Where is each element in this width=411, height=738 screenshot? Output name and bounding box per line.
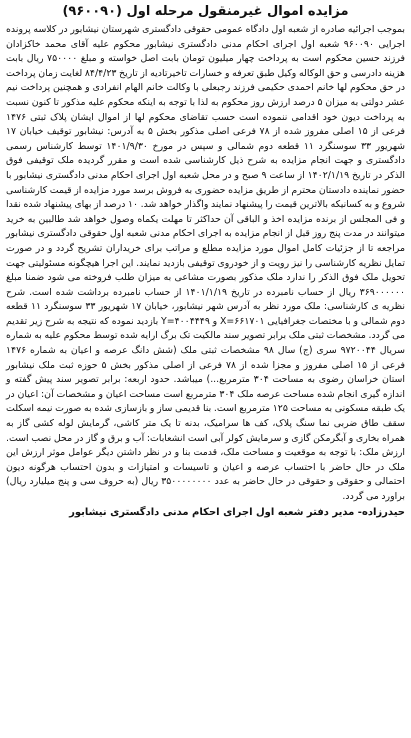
- notice-title: مزایده اموال غیرمنقول مرحله اول (۹۶۰۰۹۰): [62, 4, 349, 19]
- notice-body: بموجب اجرائیه صادره از شعبه اول دادگاه عمومی حقوقی دادگستری شهرستان نیشابور در کلاسه پرونده اجرایی ۹۶۰۰۹۰ شعبه اول اجرای احکام مدنی دادگستری نیشابور محکوم علیه آقای محمد خاکزادان فرزند حسین محکوم است به پرداخت چهار میلیون تومان بابت اصل خواسته و مبلغ ۷۵۰۰۰۰ ریال بابت هزینه دادرسی و حق الوکاله وکیل طبق تعرفه و خسارات تاخیرتادیه از تاریخ ۸۴/۴/۲۳ لغایت زمان پرداخت در حق محکوم لها خانم احمدی حکیمی فرزند رجبعلی با وکالت خانم الهام انفرادی و همچنین پرداخت نیم عشر دولتی به میزان ۵ درصد ارزش روز محکوم به لذا با توجه به اینکه محکوم علیه مذکور تا کنون نسبت به پرداخت دیون خود اقدامی ننموده است حسب تقاضای محکوم لها از اموال ایشان پلاک ثبتی ۱۴۷۶ فرعی از ۱۵ اصلی مفروز شده از ۷۸ فرعی اصلی مذکور بخش ۵ به آدرس: نیشابور توقیف خیابان ۱۷ شهریور ۳۳ سوسنگرد ۱۱ قطعه دوم شمالی و سپس در مورخ ۱۴۰۱/۹/۳۰ توسط کارشناس رسمی دادگستری و جهت انجام مزایده به شرح ذیل کارشناسی شده است و مقرر گردیده ملک توقیفی فوق الذکر در تاریخ ۱۴۰۲/۱/۱۹ از ساعت ۹ صبح و در محل شعبه اول اجرای احکام مدنی دادگستری نیشابور با حضور نماینده دادستان محترم از طریق مزایده حضوری به فروش برسد مورد مزایده از قیمت کارشناسی شروع و به کسانیکه بالاترین قیمت را پیشنهاد نمایند واگذار خواهد شد. ۱۰ درصد از بهای پیشنهاد شده نقدا و فی المجلس از برنده مزایده اخذ و الباقی آن حداکثر تا مهلت یکماه وصول خواهد شد طالبین به خرید میتوانند در مدت پنج روز قبل از انجام مزایده به اجرای احکام مدنی شعبه اول حقوقی دادگستری نیشابور مراجعه تا از جزئیات کامل اموال مورد مزایده مطلع و مراتب برای خریداران تشریح گردد و در صورت تمایل نظریه کارشناسی را نیز رویت و از خودروی توقیفی بازدید نمایند. این اجرا هیچگونه مسئولیتی جهت تحویل ملک فوق الذکر را ندارد ملک مذکور بصورت مشاعی به میزان طلب فروخته می شود ضمنا مبلغ ۳۶۹۰۰۰۰۰۰ ریال از حساب نامبرده در تاریخ ۱۴۰۱/۱/۱۹ از حساب نامبرده برداشت شده است. شرح نظریه ی کارشناسی: ملک مورد نظر به آدرس شهر نیشابور، خیابان ۱۷ شهریور ۳۳ سوسنگرد ۱۱ قطعه دوم شمالی و با مختصات جغرافیایی X=۶۶۱۷۰۱ و Y=۴۰۰۴۴۴۹ بازدید نموده که نتیجه به شرح زیر تقدیم می گردد. مشخصات ثبتی ملک برابر تصویر سند مالکیت تک برگ ارایه شده توسط محکوم علیه به شماره سریال ۹۷۲۰۰۴۴ سری (ج) سال ۹۸ مشخصات ثبتی ملک (شش دانگ عرصه و اعیان به شماره ۱۴۷۶ فرعی از ۱۵ اصلی مفروز و مجزا شده از ۷۸ فرعی از اصلی مذکور بخش ۵ حوزه ثبت ملک نیشابور استان خراسان رضوی به مساحت ۳۰۴ مترمربع...) میباشد. حدود اربعه: برابر تصویر سند پیش گفته و اندازه گیری انجام شده مساحت عرصه ملک ۳۰۴ مترمربع است مساحت اعیان و مشخصات آن: اعیان در یک طبقه مسکونی به مساحت ۱۲۵ مترمربع است. بنا قدیمی ساز و بازسازی شده به صورت نیمه اسکلت سقف طاق ضربی نما سنگ پلاک، کف ها سرامیک، بدنه تا یک متر کاشی، گرمایش لوله کشی گاز به همراه بخاری و آبگرمکن گازی و سرمایش کولر آبی است انشعابات: آب و برق و گاز در محل نصب است. ارزش ملک: با توجه به موقعیت و مساحت ملک، قدمت بنا و در نظر داشتن دیگر عوامل موثر ارزش این ملک در حال حاضر با احتساب عرصه و اعیان و تاسیسات و امتیازات و بدون احتساب هرگونه دیون احتمالی و حقوقی و حقوقی در حال حاضر به عدد ۳۵۰۰۰۰۰۰۰۰ ریال (به حروف سی و پنج میلیارد ریال) براورد می گردد.: [6, 24, 406, 502]
- notice-signature: حیدرزاده- مدیر دفتر شعبه اول اجرای احکام مدنی دادگستری نیشابور: [69, 506, 405, 518]
